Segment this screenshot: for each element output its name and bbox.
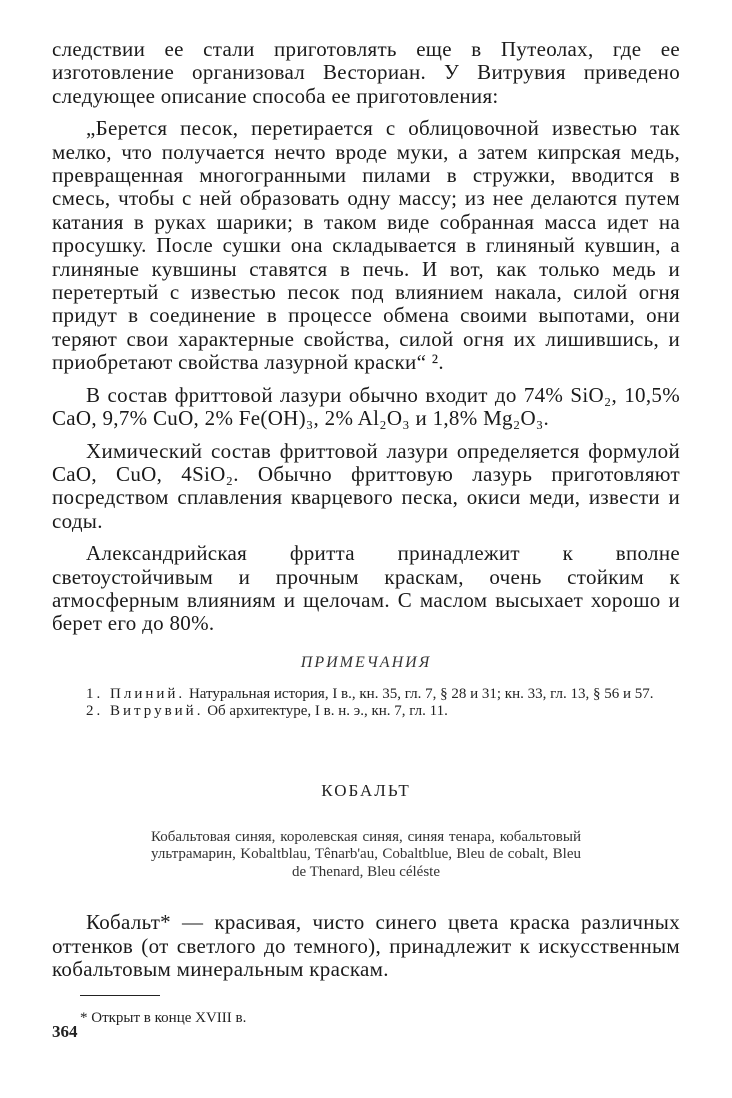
note-author: 1. Плиний. bbox=[86, 685, 186, 702]
paragraph-continuation: следствии ее стали приготовлять еще в Путеолах, где ее изготовление организовал Весториан. У Витрувия приведено следующее описание способа ее приготовления: bbox=[52, 37, 680, 108]
synonyms-list: Кобальтовая синяя, королевская синяя, синяя тенара, кобальтовый ультрамарин, Kobaltblau, Tênarb'au, Cobaltblue, Bleu de cobalt, Bleu de Thenard, Bleu céléste bbox=[151, 828, 581, 880]
footnote-divider bbox=[80, 995, 160, 996]
note-item bbox=[52, 703, 680, 721]
notes-heading: ПРИМЕЧАНИЯ bbox=[300, 653, 432, 671]
page-body bbox=[52, 38, 680, 1027]
page-number: 364 bbox=[52, 1022, 78, 1041]
note-item bbox=[52, 686, 680, 704]
paragraph-cobalt: Кобальт* — красивая, чисто синего цвета краска различных оттенков (от светлого до темного), принадлежит к искусственным кобальтовым минеральным краскам. bbox=[52, 910, 680, 982]
note-text: Об архитектуре, I в. н. э., кн. 7, гл. 11. bbox=[207, 703, 448, 720]
paragraph-vitruvius-quote: „Берется песок, перетирается с облицовочной известью так мелко, что получается нечто вроде муки, а затем кипрская медь, превращенная многогранными пилами в стружки, вводится в смесь, чтобы с ней образовать одну массу; из нее делаются путем катания в руках шарики; в таком виде собранная масса идет на просушку. После сушки она складывается в глиняный кувшин, а глиняные кувшины ставятся в печь. И вот, как только медь и перетертый с известью песок под влиянием накала, силой огня придут в соединение в процессе обмена своими выпотами, они теряют свои характерные свойства, силой огня их лишившись, и приобретают свойства лазурной краски“ ². bbox=[52, 116, 680, 375]
note-text: Натуральная история, I в., кн. 35, гл. 7, § 28 и 31; кн. 33, гл. 13, § 56 и 57. bbox=[188, 685, 654, 702]
paragraph-chemical-formula: Химический состав фриттовой лазури определяется формулой CaO, CuO, 4SiO₂. Обычно фриттовую лазурь приготовляют посредством сплавления кварцевого песка, окиси меди, извести и соды. bbox=[52, 438, 680, 533]
footnote: * Открыт в конце XVIII в. bbox=[80, 1010, 247, 1027]
section-title: КОБАЛЬТ bbox=[321, 780, 411, 800]
paragraph-composition: В состав фриттовой лазури обычно входит до 74% SiO₂, 10,5% CaO, 9,7% CuO, 2% Fe(OH)₃, 2% Al₂O₃ и 1,8% Mg₂O₃. bbox=[52, 382, 680, 431]
paragraph-alexandrian-frit: Александрийская фритта принадлежит к вполне светоустойчивым и прочным краскам, очень стойким к атмосферным влияниям и щелочам. С маслом высыхает хорошо и берет его до 80%. bbox=[52, 541, 680, 636]
note-author: 2. Витрувий. bbox=[86, 703, 204, 720]
